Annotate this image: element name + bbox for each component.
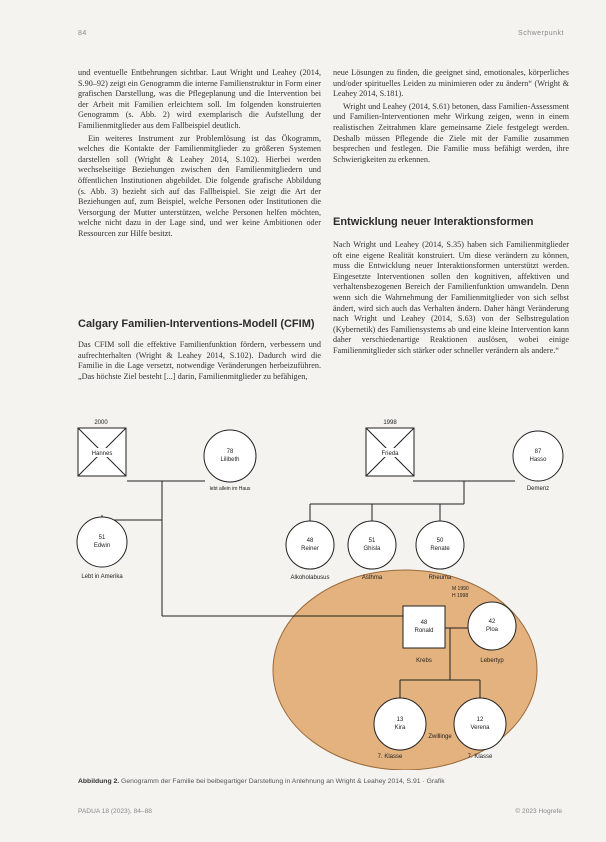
- svg-text:87: 87: [534, 449, 542, 455]
- paragraph: neue Lösungen zu finden, die geeignet sind, emotionales, körperliches und/oder spirituelles Leiden zu minimieren oder zu ändern“ (Wright & Leahey 2014, S.181).: [333, 68, 569, 99]
- svg-text:Reiner: Reiner: [301, 546, 319, 552]
- caption-label: Abbildung 2.: [78, 778, 120, 785]
- svg-text:Lilibeth: Lilibeth: [220, 457, 240, 463]
- person-reiner: [286, 521, 334, 581]
- section-heading: Entwicklung neuer Interaktionsformen: [333, 216, 534, 228]
- left-column: [78, 68, 321, 242]
- twins-label: Zwillinge: [428, 734, 452, 740]
- svg-text:lebt allein im Haus: lebt allein im Haus: [209, 486, 251, 492]
- left-column-continued: [78, 340, 321, 384]
- svg-text:7. Klasse: 7. Klasse: [467, 754, 493, 760]
- svg-text:Demenz: Demenz: [526, 486, 550, 492]
- right-column-continued: [333, 240, 569, 359]
- paragraph: Nach Wright und Leahey (2014, S.35) haben sich Familienmitglieder oft eine eigene Realität konstruiert. Um diese verändern zu können, muss die Entwicklung neuer Interaktionsformen unterstützt werden. Eingesetzte Interventionen sollen den kognitiven, affektiven und verhaltensbezogenen Bereich der Familienfunktion umwandeln. Denn wenn sich die Wahrnehmung der Familienmitglieder von sich selbst ändert, wird sich auch das Verhalten ändern. Daher hängt Veränderung nach Wright und Leahey (2014, S.63) von der Selbstregulation (Kybernetik) des Familiensystems ab und eine kleine Intervention kann daher verschiedenartige Reaktionen auslösen, wobei einige Familienmitglieder sich stärker oder schneller verändern als andere.“: [333, 240, 569, 355]
- svg-text:Krebs: Krebs: [416, 658, 432, 664]
- svg-text:48: 48: [420, 620, 428, 626]
- svg-text:51: 51: [368, 538, 376, 544]
- section-label: Schwerpunkt: [518, 30, 564, 37]
- paragraph: Wright und Leahey (2014, S.61) betonen, dass Familien-Assessment und Familien-Interventionen mehr Wirkung zeigen, wenn in einem realistischen Zeitrahmen klare gemeinsame Ziele festgelegt werden. Deshalb müssen Pflegende die Ziele mit der Familie zusammen besprechen und festlegen. Die Familie muss befähigt werden, ihre Schwierigkeiten zu erkennen.: [333, 101, 569, 164]
- svg-text:12: 12: [476, 717, 484, 723]
- person-lilibeth: [204, 430, 256, 492]
- svg-text:Verena: Verena: [470, 725, 490, 731]
- svg-text:Kira: Kira: [394, 725, 406, 731]
- footer-journal: PADUA 18 (2023), 84–88: [78, 808, 152, 815]
- figure-caption: [78, 778, 548, 785]
- svg-text:42: 42: [488, 619, 496, 625]
- caption-text: Genogramm der Familie bei beibegartiger Darstellung in Anlehnung an Wright & Leahey 2014, S.91 · Grafik: [119, 778, 445, 785]
- svg-text:Rheuma: Rheuma: [428, 575, 452, 581]
- svg-text:Lebt in Amerika: Lebt in Amerika: [81, 574, 123, 580]
- svg-text:7. Klasse: 7. Klasse: [377, 754, 403, 760]
- svg-text:2000: 2000: [94, 420, 108, 426]
- svg-text:78: 78: [226, 449, 234, 455]
- svg-text:Renate: Renate: [430, 546, 450, 552]
- paragraph: und eventuelle Entbehrungen sichtbar. Laut Wright und Leahey (2014, S.90–92) zeigt ein Genogramm die interne Familienstruktur in Form einer grafischen Darstellung, was die Pflegeplanung und die Intervention bei der Arbeit mit Familien erleichtern soll. Im folgenden konstruierten Genogramm (s. Abb. 2) wird exemplarisch die Aufstellung der Familienmitglieder aus dem Fallbeispiel deutlich.: [78, 68, 321, 130]
- person-hasso: [513, 431, 563, 492]
- person-hannes: [78, 420, 126, 476]
- svg-text:Asthma: Asthma: [361, 575, 383, 581]
- svg-text:Ghisla: Ghisla: [363, 546, 381, 552]
- svg-text:51: 51: [98, 535, 106, 541]
- svg-text:Hasso: Hasso: [529, 457, 547, 463]
- svg-text:50: 50: [436, 538, 444, 544]
- svg-text:Ronald: Ronald: [414, 628, 434, 634]
- marriage-date: M 1990: [452, 586, 469, 592]
- svg-text:1998: 1998: [383, 420, 397, 426]
- right-column: [333, 68, 569, 167]
- section-heading: Calgary Familien-Interventions-Modell (CFIM): [78, 318, 315, 330]
- genogram-figure: [70, 400, 570, 770]
- svg-text:Ploa: Ploa: [485, 627, 499, 633]
- svg-text:Frieda: Frieda: [381, 451, 399, 457]
- separation-date: H 1998: [452, 593, 469, 599]
- person-frieda: [366, 420, 414, 476]
- svg-text:Hannes: Hannes: [91, 451, 113, 457]
- paragraph: Ein weiteres Instrument zur Problemlösung ist das Ökogramm, welches die Kontakte der Familienmitglieder zu größeren Systemen darstellen soll (Wright & Leahey 2014, S.102). Hierbei werden wechselseitige Beziehungen zwischen den Familienmitgliedern und öffentlichen Institutionen abgebildet. Die folgende grafische Abbildung (s. Abb. 3) bezieht sich auf das Fallbeispiel. Sie zeigt die Art der Beziehungen auf, zum Beispiel, welche Personen oder Institutionen die Versorgung der Mutter unterstützen, welche Personen helfen möchten, welche nicht dazu in der Lage sind, und wer keine Ambitionen oder Ressourcen zur Hilfe besitzt.: [78, 133, 321, 238]
- page-number: 84: [78, 30, 87, 37]
- svg-text:Lebertyp: Lebertyp: [480, 658, 504, 664]
- person-edwin: [77, 517, 127, 580]
- svg-text:13: 13: [396, 717, 404, 723]
- paragraph: Das CFIM soll die effektive Familienfunktion fördern, verbessern und aufrechterhalten (Wright & Leahey 2014, S.102). Dadurch wird die Familie in die Lage versetzt, notwendige Veränderungen herbeizuführen. „Das höchste Ziel besteht [...] darin, Familienmitglieder zu befähigen,: [78, 340, 321, 381]
- footer-publisher: © 2023 Hogrefe: [515, 808, 562, 815]
- svg-text:Edwin: Edwin: [93, 543, 111, 549]
- svg-text:48: 48: [306, 538, 314, 544]
- svg-text:Alkoholabusus: Alkoholabusus: [290, 575, 330, 581]
